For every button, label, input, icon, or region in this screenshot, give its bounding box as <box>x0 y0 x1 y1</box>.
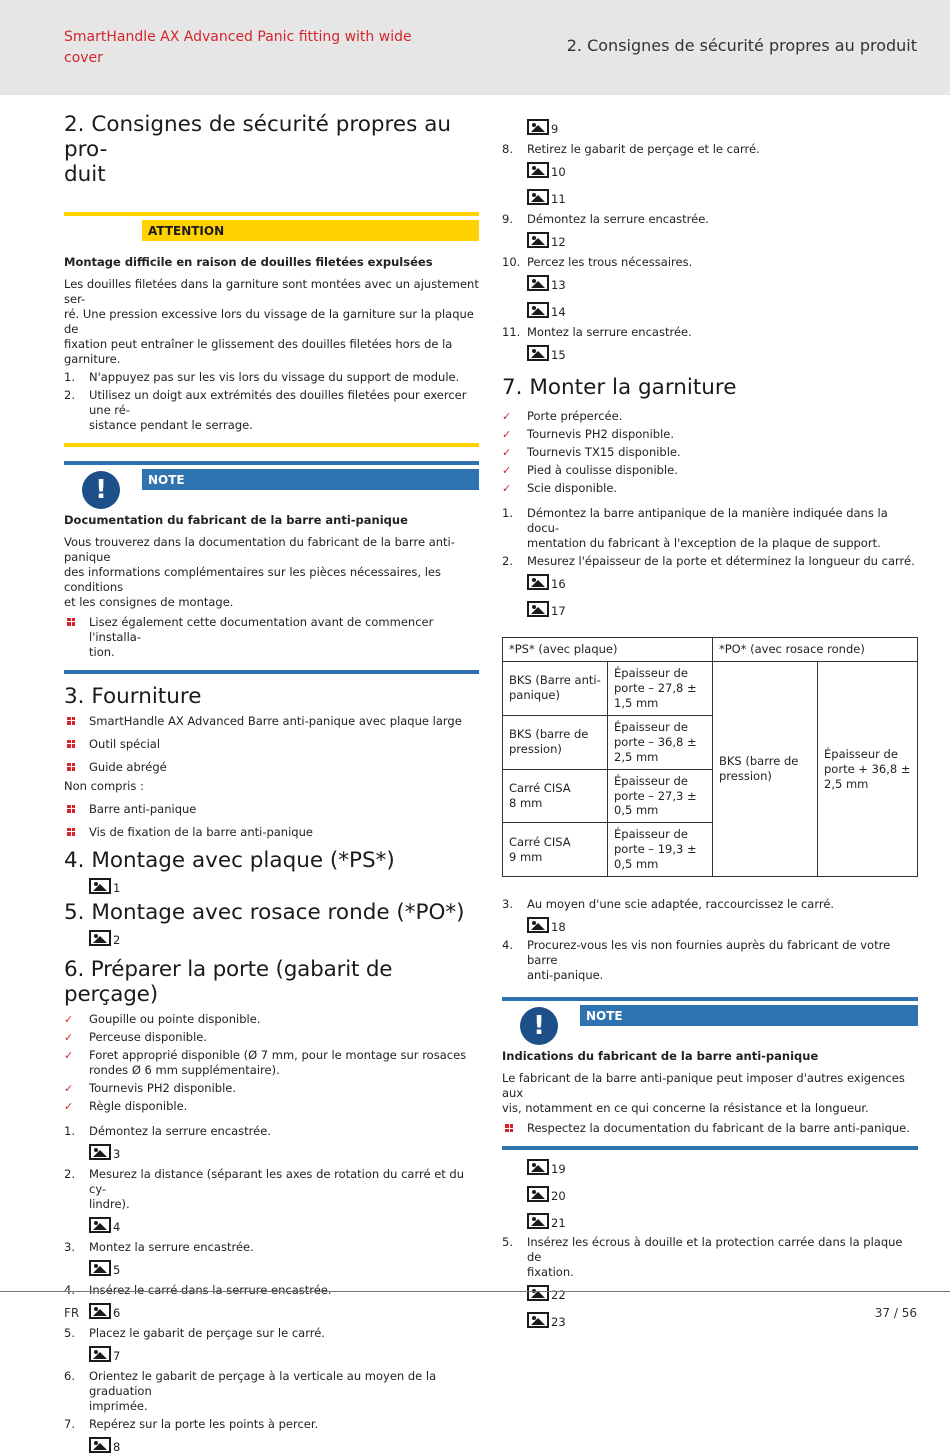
list-item: Barre anti-panique <box>64 802 479 825</box>
image-icon <box>89 878 111 894</box>
image-icon <box>527 1213 549 1229</box>
note-banner: NOTE <box>580 1005 918 1026</box>
image-icon <box>527 162 549 178</box>
table-cell: Épaisseur de porte – 27,3 ± 0,5 mm <box>608 769 713 823</box>
table-cell: Épaisseur de porte – 36,8 ± 2,5 mm <box>608 715 713 769</box>
table-cell: Épaisseur de porte – 27,8 ± 1,5 mm <box>608 661 713 715</box>
image-icon <box>89 1260 111 1276</box>
note-banner: NOTE <box>142 469 479 490</box>
header-product-title: SmartHandle AX Advanced Panic fitting with wide cover <box>64 29 412 66</box>
header-chapter-title: 2. Consignes de sécurité propres au produit <box>566 36 917 55</box>
list-item: 1. N'appuyez pas sur les vis lors du vissage du support de module. <box>64 369 460 384</box>
requirements-list <box>502 409 918 496</box>
figure: 5 <box>89 1255 479 1276</box>
note-text: Le fabricant de la barre anti-panique peut imposer d'autres exigences aux vis, notamment en ce qui concerne la résistance et la longueur. <box>502 1071 905 1116</box>
table-cell: BKS (barre de pression) <box>503 715 608 769</box>
step-item: 3. Montez la serrure encastrée. <box>64 1239 254 1254</box>
image-icon <box>527 917 549 933</box>
figure: 8 <box>89 1432 479 1453</box>
image-icon <box>527 601 549 617</box>
image-icon <box>527 1159 549 1175</box>
table-cell: Épaisseur de porte – 19,3 ± 0,5 mm <box>608 823 713 877</box>
list-item: Vis de fixation de la barre anti-panique <box>64 825 479 844</box>
figure: 7 <box>89 1341 479 1362</box>
image-icon <box>89 930 111 946</box>
table-cell: BKS (Barre anti- panique) <box>503 661 608 715</box>
figure: 23 <box>527 1307 918 1328</box>
section-3-title: 3. Fourniture <box>64 683 202 709</box>
figure: 2 <box>89 925 479 946</box>
steps-list-left <box>64 1124 479 1453</box>
table-header-po: *PO* (avec rosace ronde) <box>713 638 918 662</box>
image-icon <box>527 275 549 291</box>
note-box <box>502 997 918 1150</box>
figure: 22 <box>527 1280 918 1301</box>
step-item: 4. Procurez-vous les vis non fournies auprès du fabricant de votre barre anti-panique. <box>502 938 891 983</box>
not-included-label: Non compris : <box>64 778 144 793</box>
list-item: ✓ Tournevis TX15 disponible. <box>502 445 918 460</box>
figure: 19 <box>527 1154 918 1175</box>
list-item: ✓ Goupille ou pointe disponible. <box>64 1012 479 1027</box>
list-item: Respectez la documentation du fabricant de la barre anti-panique. <box>502 1121 918 1136</box>
excluded-list <box>64 802 479 844</box>
figure: 16 <box>527 569 918 590</box>
footer-language: FR <box>64 1306 80 1320</box>
figure: 14 <box>527 297 918 318</box>
footer-divider <box>0 1291 950 1292</box>
table-cell: Carré CISA 8 mm <box>503 769 608 823</box>
left-column <box>64 112 479 1453</box>
step-item: 10. Percez les trous nécessaires. <box>502 255 693 269</box>
image-icon <box>527 232 549 248</box>
requirements-list <box>64 1012 479 1114</box>
steps-list-after-table <box>502 897 918 983</box>
step-item: 4. Insérez le carré dans la serrure encastrée. <box>64 1282 332 1297</box>
image-icon <box>527 189 549 205</box>
image-icon <box>89 1346 111 1362</box>
list-item: 2. Utilisez un doigt aux extrémités des douilles filetées pour exercer une ré- sistance pendant le serrage. <box>64 387 467 432</box>
list-item: SmartHandle AX Advanced Barre anti-panique avec plaque large <box>64 714 479 737</box>
figure: 6 <box>89 1298 479 1319</box>
step-item: 11. Montez la serrure encastrée. <box>502 325 692 339</box>
figure: 9 <box>527 114 918 135</box>
figure: 15 <box>527 340 918 361</box>
table-cell: Épaisseur de porte + 36,8 ± 2,5 mm <box>818 661 918 876</box>
step-item: 6. Orientez le gabarit de perçage à la verticale au moyen de la graduation imprimée. <box>64 1368 437 1413</box>
exclamation-icon: ! <box>520 1007 558 1045</box>
list-item: ✓ Perceuse disponible. <box>64 1030 479 1045</box>
step-item: 1. Démontez la barre antipanique de la manière indiquée dans la docu- mentation du fabricant à l'exception de la plaque de support. <box>502 506 888 550</box>
image-icon <box>527 345 549 361</box>
step-item: 2. Mesurez l'épaisseur de la porte et déterminez la longueur du carré. <box>502 554 915 568</box>
list-item: ✓ Tournevis PH2 disponible. <box>64 1081 479 1096</box>
list-item: Guide abrégé <box>64 760 479 779</box>
image-icon <box>527 1312 549 1328</box>
table-cell: BKS (barre de pression) <box>713 661 818 876</box>
image-icon <box>89 1437 111 1453</box>
table-header-ps: *PS* (avec plaque) <box>503 638 713 662</box>
section-2-title: 2. Consignes de sécurité propres au pro- duit <box>64 112 451 187</box>
figure: 12 <box>527 227 918 248</box>
figure: 21 <box>527 1208 918 1229</box>
figure: 17 <box>527 596 918 617</box>
steps-list-right <box>502 142 918 361</box>
list-item: ✓ Pied à coulisse disponible. <box>502 463 918 478</box>
page-header <box>0 0 950 95</box>
attention-box <box>64 212 479 447</box>
image-icon <box>527 1285 549 1301</box>
table-cell: Carré CISA 9 mm <box>503 823 608 877</box>
image-icon <box>527 302 549 318</box>
steps-list-mount <box>502 506 918 617</box>
list-item: ✓ Règle disponible. <box>64 1099 479 1114</box>
exclamation-icon: ! <box>82 471 120 509</box>
steps-list-final <box>502 1235 918 1328</box>
image-icon <box>527 1186 549 1202</box>
attention-banner: ATTENTION <box>142 220 479 241</box>
figure: 20 <box>527 1181 918 1202</box>
list-item: ✓ Scie disponible. <box>502 481 918 496</box>
square-length-table <box>502 637 918 877</box>
note-heading: Indications du fabricant de la barre anti-panique <box>502 1049 819 1064</box>
list-item: Outil spécial <box>64 737 479 760</box>
step-item: 3. Au moyen d'une scie adaptée, raccourcissez le carré. <box>502 897 835 912</box>
attention-list <box>64 370 479 433</box>
section-6-title: 6. Préparer la porte (gabarit de perçage) <box>64 956 393 1007</box>
section-4-title: 4. Montage avec plaque (*PS*) <box>64 847 395 873</box>
step-item: 2. Mesurez la distance (séparant les axes de rotation du carré et du cy- lindre). <box>64 1166 465 1211</box>
delivery-list <box>64 714 479 779</box>
figure: 11 <box>527 184 918 205</box>
list-item: Lisez également cette documentation avant de commencer l'installa- tion. <box>64 615 479 660</box>
attention-text: Les douilles filetées dans la garniture sont montées avec un ajustement ser- ré. Une pression excessive lors du vissage de la garniture sur la plaque de fixation peut entraîner le glissement des douilles filetées hors de la garniture. <box>64 276 479 366</box>
section-5-title: 5. Montage avec rosace ronde (*PO*) <box>64 899 465 925</box>
step-item: 1. Démontez la serrure encastrée. <box>64 1123 271 1138</box>
figure: 1 <box>89 873 479 894</box>
step-item: 7. Repérez sur la porte les points à percer. <box>64 1416 319 1431</box>
right-column <box>502 114 918 1328</box>
step-item: 5. Insérez les écrous à douille et la protection carrée dans la plaque de fixation. <box>502 1235 903 1280</box>
note-text: Vous trouverez dans la documentation du fabricant de la barre anti-panique des informations complémentaires sur les pièces nécessaires, les conditions et les consignes de montage. <box>64 534 455 609</box>
attention-heading: Montage difficile en raison de douilles filetées expulsées <box>64 255 433 269</box>
figure: 10 <box>527 157 918 178</box>
image-icon <box>89 1217 111 1233</box>
footer-page-number: 37 / 56 <box>874 1306 917 1320</box>
image-icon <box>527 574 549 590</box>
step-item: 9. Démontez la serrure encastrée. <box>502 212 709 226</box>
image-icon <box>89 1144 111 1160</box>
step-item: 8. Retirez le gabarit de perçage et le carré. <box>502 142 760 156</box>
section-7-title: 7. Monter la garniture <box>502 375 737 400</box>
figure: 3 <box>89 1139 479 1160</box>
note-box <box>64 461 479 674</box>
figure: 4 <box>89 1212 479 1233</box>
figure: 13 <box>527 270 918 291</box>
step-item: 5. Placez le gabarit de perçage sur le carré. <box>64 1325 325 1340</box>
note-heading: Documentation du fabricant de la barre anti-panique <box>64 512 408 527</box>
list-item: ✓ Foret approprié disponible (Ø 7 mm, pour le montage sur rosaces rondes Ø 6 mm supplémentaire). <box>64 1048 479 1078</box>
list-item: ✓ Porte prépercée. <box>502 409 918 424</box>
image-icon <box>527 119 549 135</box>
list-item: ✓ Tournevis PH2 disponible. <box>502 427 918 442</box>
figure: 18 <box>527 912 918 933</box>
image-icon <box>89 1303 111 1319</box>
